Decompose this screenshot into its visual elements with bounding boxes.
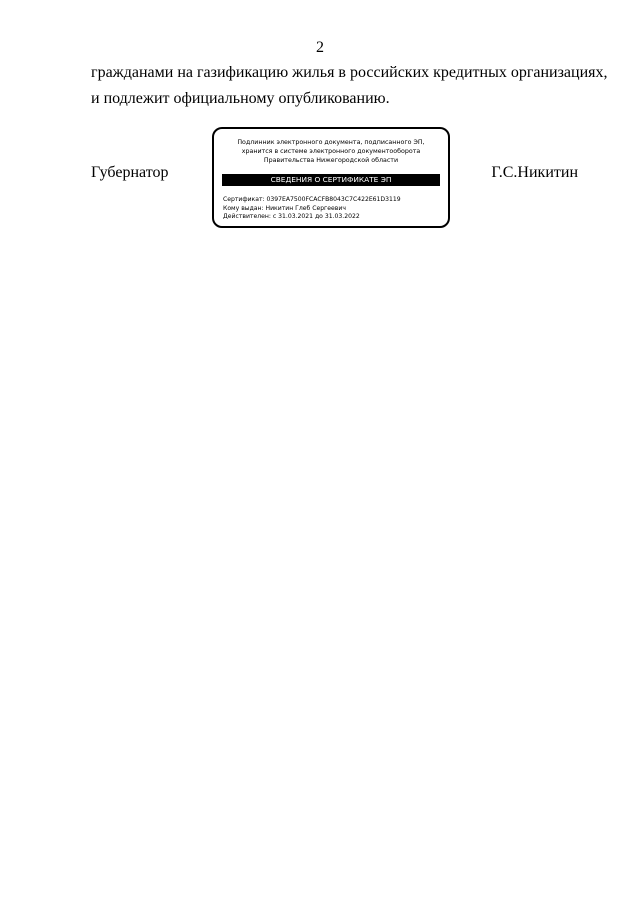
- stamp-header-line-1: Подлинник электронного документа, подписанного ЭП,: [237, 139, 425, 146]
- paragraph-line-2: и подлежит официальному опубликованию.: [91, 90, 390, 107]
- stamp-header: [220, 138, 442, 165]
- stamp-header-line-3: Правительства Нижегородской области: [263, 157, 399, 164]
- signer-name: Г.С.Никитин: [491, 164, 578, 181]
- paragraph-line-1: гражданами на газификацию жилья в российских кредитных организациях,: [91, 64, 608, 81]
- stamp-validity: Действителен: с 31.03.2021 до 31.03.2022: [223, 213, 360, 220]
- signer-position: Губернатор: [91, 164, 169, 181]
- stamp-issued-to: Кому выдан: Никитин Глеб Сергеевич: [223, 204, 346, 212]
- stamp-details: [223, 196, 442, 222]
- page-number: 2: [316, 39, 324, 56]
- electronic-signature-stamp: [212, 127, 450, 228]
- stamp-certificate: Сертификат: 0397EA7500FCACFB8043C7C422E61D3119: [223, 196, 401, 203]
- stamp-header-line-2: хранится в системе электронного документооборота: [241, 148, 421, 155]
- stamp-band-title: СВЕДЕНИЯ О СЕРТИФИКАТЕ ЭП: [222, 174, 440, 186]
